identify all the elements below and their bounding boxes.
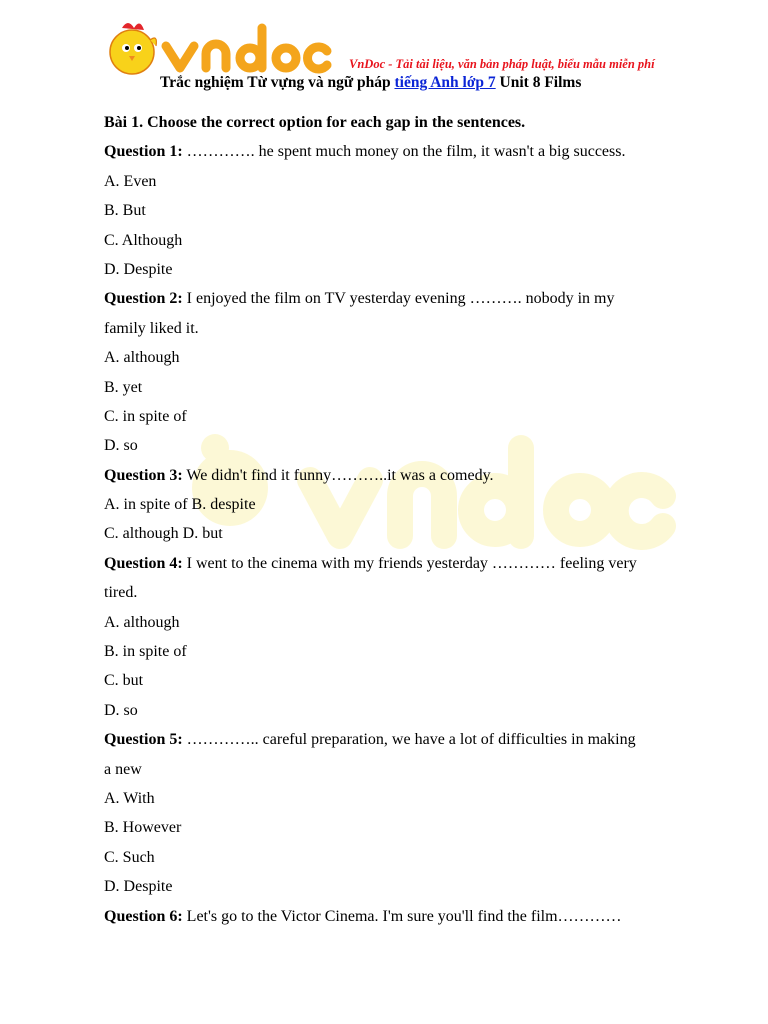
option: C. in spite of bbox=[104, 407, 187, 425]
question-label: Question 3: bbox=[104, 466, 183, 484]
question-text: I enjoyed the film on TV yesterday evening ………. nobody in my bbox=[182, 290, 615, 308]
option: B. However bbox=[104, 819, 182, 837]
exercise-content bbox=[104, 108, 714, 931]
exercise-heading: Bài 1. Choose the correct option for each gap in the sentences. bbox=[104, 114, 526, 131]
option: D. so bbox=[104, 701, 138, 719]
question-text-continued: family liked it. bbox=[104, 319, 199, 337]
option: A. although bbox=[104, 613, 180, 631]
title-prefix: Trắc nghiệm Từ vựng và ngữ pháp bbox=[160, 74, 395, 91]
grade-link[interactable]: tiếng Anh lớp 7 bbox=[394, 74, 496, 91]
question-4 bbox=[104, 549, 714, 578]
option: A. in spite of B. despite bbox=[104, 496, 256, 514]
option: D. Despite bbox=[104, 878, 173, 896]
question-label: Question 1: bbox=[104, 143, 183, 161]
question-6 bbox=[104, 902, 714, 931]
question-label: Question 6: bbox=[104, 907, 183, 925]
question-text: Let's go to the Victor Cinema. I'm sure you'll find the film………… bbox=[182, 907, 622, 925]
question-text: I went to the cinema with my friends yesterday ………… feeling very bbox=[182, 554, 637, 572]
question-text: …………. he spent much money on the film, it wasn't a big success. bbox=[182, 143, 626, 161]
option: C. Although bbox=[104, 231, 183, 249]
option: D. so bbox=[104, 437, 138, 455]
option: C. but bbox=[104, 672, 144, 690]
option: A. although bbox=[104, 349, 180, 367]
question-5 bbox=[104, 725, 714, 754]
chick-mascot-icon bbox=[110, 23, 156, 74]
question-text: We didn't find it funny………..it was a comedy. bbox=[182, 466, 494, 484]
site-tagline: VnDoc - Tải tài liệu, văn bản pháp luật, biểu mẫu miễn phí bbox=[349, 57, 655, 71]
option: A. Even bbox=[104, 172, 157, 190]
option: B. yet bbox=[104, 378, 143, 396]
question-3 bbox=[104, 461, 714, 490]
option: D. Despite bbox=[104, 260, 173, 278]
option: B. in spite of bbox=[104, 643, 187, 661]
page-title bbox=[160, 74, 581, 92]
option: C. although D. but bbox=[104, 525, 223, 543]
question-label: Question 4: bbox=[104, 554, 183, 572]
question-label: Question 5: bbox=[104, 731, 183, 749]
question-text-continued: tired. bbox=[104, 584, 138, 602]
question-label: Question 2: bbox=[104, 290, 183, 308]
question-1 bbox=[104, 137, 714, 166]
title-suffix: Unit 8 Films bbox=[495, 74, 582, 91]
question-2 bbox=[104, 284, 714, 313]
question-text-continued: a new bbox=[104, 760, 142, 778]
vndoc-logo bbox=[104, 16, 344, 78]
option: B. But bbox=[104, 202, 146, 220]
question-text: ………….. careful preparation, we have a lot of difficulties in making bbox=[182, 731, 636, 749]
option: C. Such bbox=[104, 848, 155, 866]
option: A. With bbox=[104, 789, 155, 807]
